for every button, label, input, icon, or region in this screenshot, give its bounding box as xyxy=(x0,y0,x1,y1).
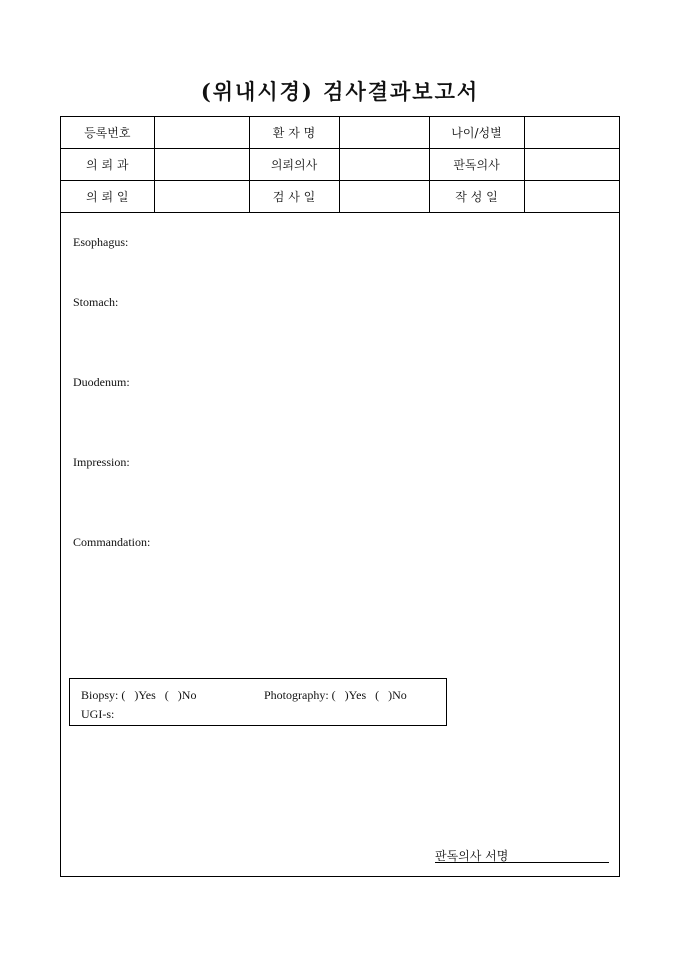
impression-label: Impression: xyxy=(73,455,130,469)
age-sex-label: 나이/성별 xyxy=(429,117,524,149)
request-date-label: 의 뢰 일 xyxy=(61,181,154,213)
duodenum-label: Duodenum: xyxy=(73,375,130,389)
photography-option[interactable]: Photography: ( )Yes ( )No xyxy=(264,688,407,702)
biopsy-option[interactable]: Biopsy: ( )Yes ( )No xyxy=(81,688,197,702)
signature-line[interactable] xyxy=(435,847,609,863)
age-sex-field[interactable] xyxy=(524,117,619,149)
stomach-label: Stomach: xyxy=(73,295,119,309)
exam-date-label: 검 사 일 xyxy=(249,181,339,213)
report-title: (위내시경) 검사결과보고서 xyxy=(200,79,480,104)
registration-number-field[interactable] xyxy=(154,117,249,149)
commandation-label: Commandation: xyxy=(73,535,151,549)
requesting-doctor-label: 의뢰의사 xyxy=(249,149,339,181)
patient-name-label: 환 자 명 xyxy=(249,117,339,149)
written-date-field[interactable] xyxy=(524,181,619,213)
header-row xyxy=(61,149,619,181)
header-row xyxy=(61,117,619,149)
requesting-dept-label: 의 뢰 과 xyxy=(61,149,154,181)
signature-label: 판독의사 서명 xyxy=(435,849,509,863)
biopsy-box xyxy=(69,678,447,726)
patient-name-field[interactable] xyxy=(339,117,429,149)
reading-doctor-field[interactable] xyxy=(524,149,619,181)
reading-doctor-label: 판독의사 xyxy=(429,149,524,181)
exam-date-field[interactable] xyxy=(339,181,429,213)
request-date-field[interactable] xyxy=(154,181,249,213)
requesting-dept-field[interactable] xyxy=(154,149,249,181)
esophagus-label: Esophagus: xyxy=(73,235,129,249)
ugi-label: UGI-s: xyxy=(81,707,115,721)
header-table xyxy=(61,117,619,213)
written-date-label: 작 성 일 xyxy=(429,181,524,213)
requesting-doctor-field[interactable] xyxy=(339,149,429,181)
report-frame xyxy=(60,116,620,877)
header-row xyxy=(61,181,619,213)
registration-number-label: 등록번호 xyxy=(61,117,154,149)
